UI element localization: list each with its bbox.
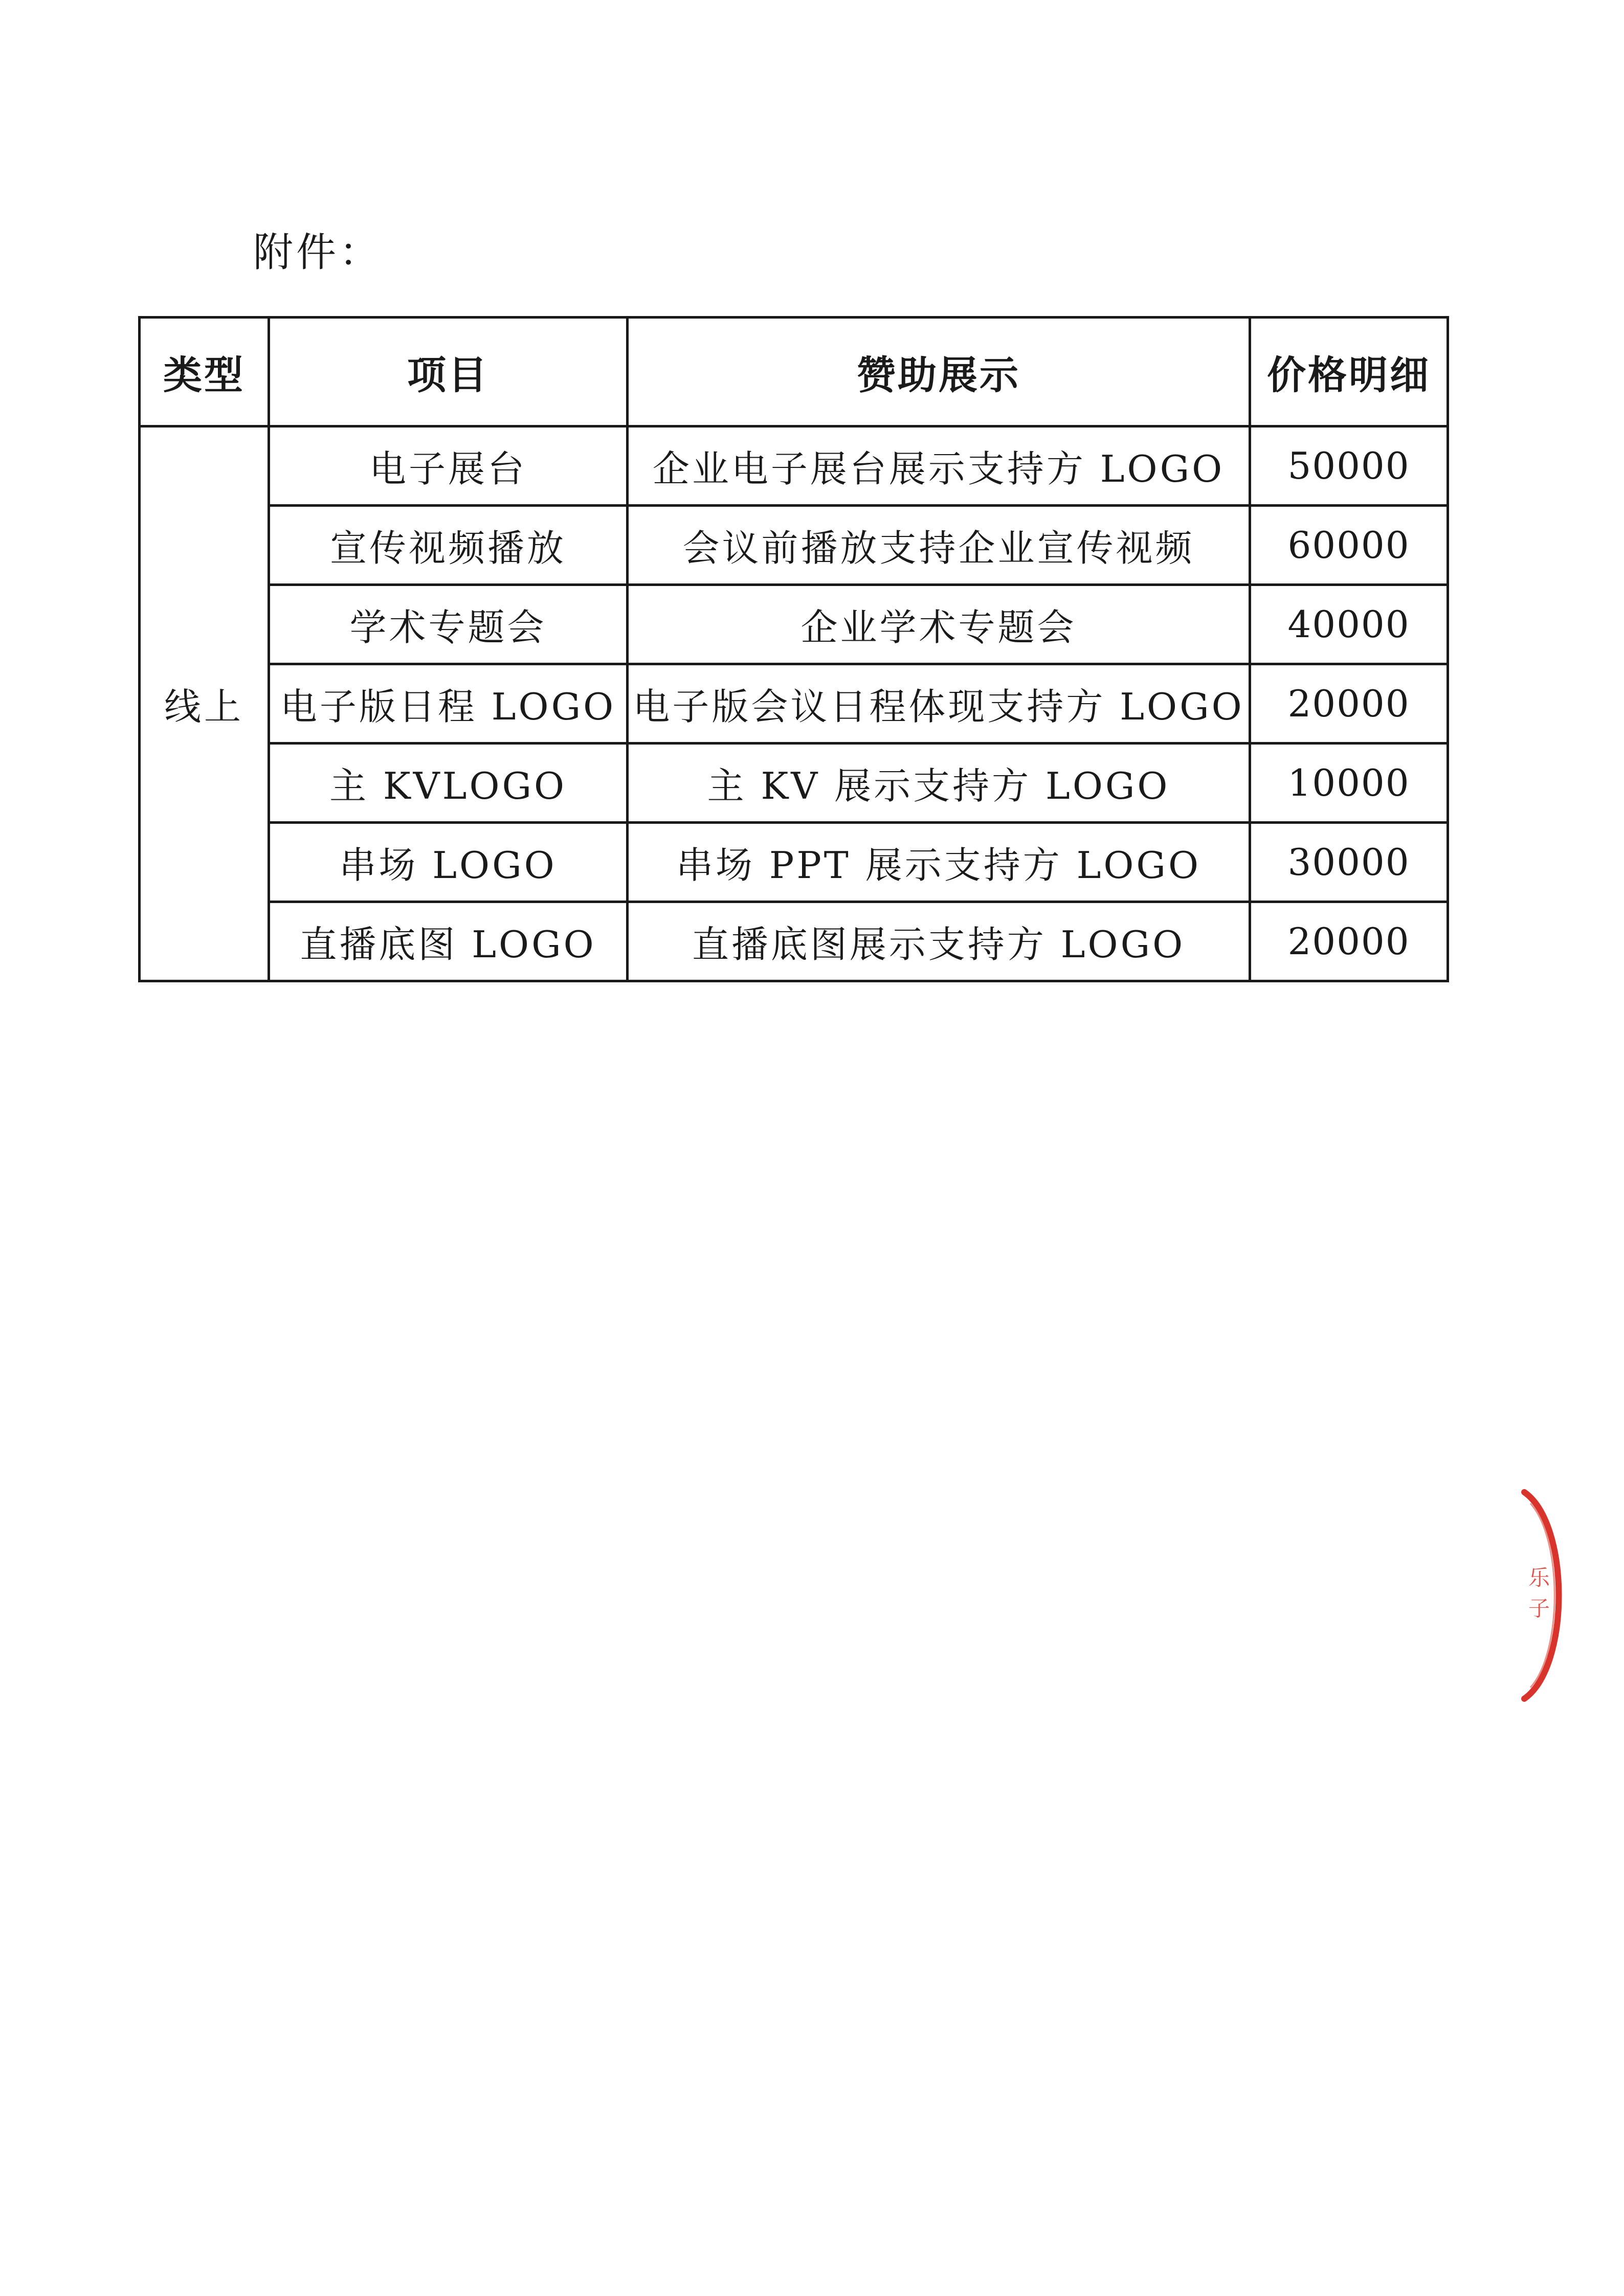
item-cell: 直播底图 LOGO <box>269 902 628 981</box>
header-display: 赞助展示 <box>628 318 1250 426</box>
table-row <box>140 823 1448 902</box>
seal-stamp-icon <box>1514 1483 1586 1708</box>
display-cell: 串场 PPT 展示支持方 LOGO <box>628 823 1250 902</box>
header-type: 类型 <box>140 318 269 426</box>
table-header-row <box>140 318 1448 426</box>
display-cell: 会议前播放支持企业宣传视频 <box>628 506 1250 585</box>
item-cell: 串场 LOGO <box>269 823 628 902</box>
table-row <box>140 585 1448 664</box>
display-cell: 主 KV 展示支持方 LOGO <box>628 744 1250 823</box>
price-cell: 20000 <box>1250 902 1448 981</box>
display-cell: 企业学术专题会 <box>628 585 1250 664</box>
display-cell: 直播底图展示支持方 LOGO <box>628 902 1250 981</box>
item-cell: 学术专题会 <box>269 585 628 664</box>
svg-text:子: 子 <box>1528 1596 1550 1621</box>
display-cell: 电子版会议日程体现支持方 LOGO <box>628 664 1250 744</box>
header-item: 项目 <box>269 318 628 426</box>
table-row <box>140 664 1448 744</box>
item-cell: 电子展台 <box>269 426 628 506</box>
display-cell: 企业电子展台展示支持方 LOGO <box>628 426 1250 506</box>
table-row <box>140 506 1448 585</box>
price-cell: 20000 <box>1250 664 1448 744</box>
table-row <box>140 902 1448 981</box>
category-cell: 线上 <box>140 426 269 981</box>
table-row <box>140 744 1448 823</box>
price-cell: 40000 <box>1250 585 1448 664</box>
item-cell: 电子版日程 LOGO <box>269 664 628 744</box>
price-cell: 60000 <box>1250 506 1448 585</box>
table-row <box>140 426 1448 506</box>
attachment-label: 附件： <box>253 230 383 276</box>
sponsorship-price-table <box>138 316 1449 982</box>
item-cell: 宣传视频播放 <box>269 506 628 585</box>
header-price: 价格明细 <box>1250 318 1448 426</box>
svg-text:乐: 乐 <box>1528 1565 1550 1590</box>
item-cell: 主 KVLOGO <box>269 744 628 823</box>
price-cell: 10000 <box>1250 744 1448 823</box>
price-cell: 30000 <box>1250 823 1448 902</box>
price-cell: 50000 <box>1250 426 1448 506</box>
